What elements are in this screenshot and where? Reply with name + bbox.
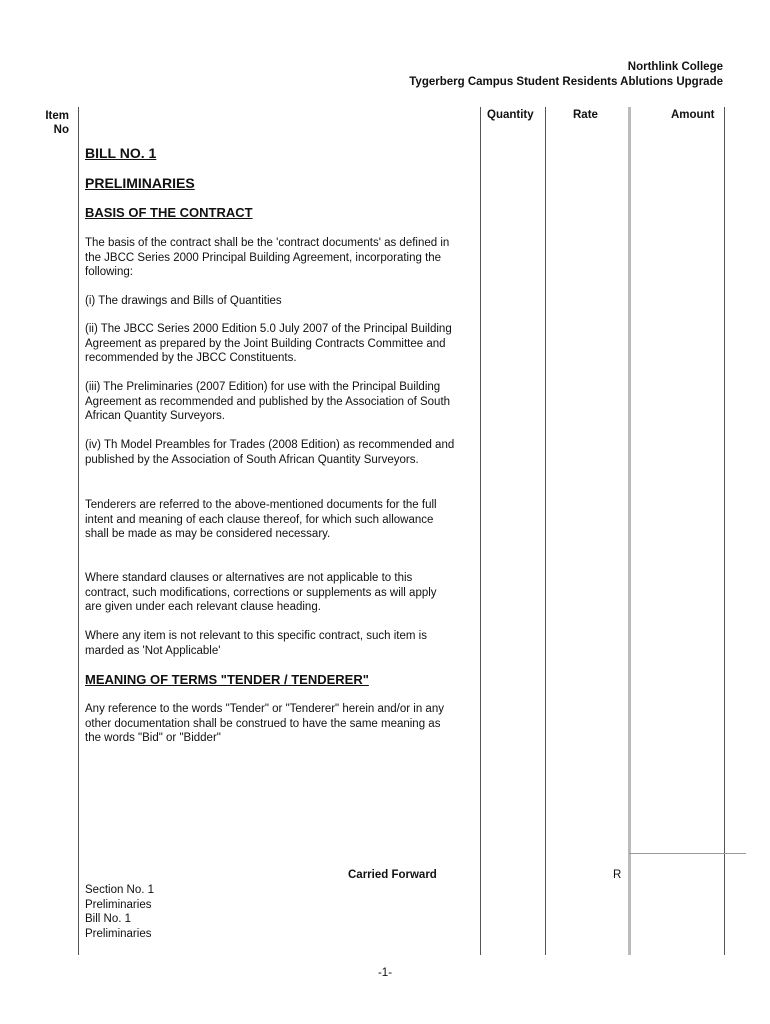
paragraph: Where any item is not relevant to this specific contract, such item is marded as 'Not Applicable' <box>85 630 427 657</box>
currency-symbol: R <box>613 869 622 881</box>
paragraph: (iv) Th Model Preambles for Trades (2008 Edition) as recommended and published by the Association of South African Quantity Surveyors. <box>85 439 455 466</box>
paragraph: (i) The drawings and Bills of Quantities <box>85 295 282 307</box>
no-heading: No <box>53 124 69 136</box>
paragraph: Where standard clauses or alternatives are not applicable to this contract, such modifications, corrections or supplements as will apply are given under each relevant clause heading. <box>85 572 437 614</box>
bill-title: BILL NO. 1 <box>85 145 157 161</box>
carried-forward-rule <box>629 853 746 854</box>
paragraph: Any reference to the words "Tender" or "Tenderer" herein and/or in any other documentation shall be construed to have the same meaning as the words "Bid" or "Bidder" <box>85 703 444 745</box>
quantity-heading: Quantity <box>487 109 534 121</box>
rate-column-divider <box>628 107 631 955</box>
meaning-heading: MEANING OF TERMS "TENDER / TENDERER" <box>85 672 369 687</box>
paragraph: Tenderers are referred to the above-mentioned documents for the full intent and meaning of each clause thereof, for which such allowance shall be made as may be considered necessary. <box>85 499 437 541</box>
quantity-column-divider-right <box>545 107 546 955</box>
project-title: Tygerberg Campus Student Residents Ablutions Upgrade <box>409 76 723 88</box>
paragraph: (iii) The Preliminaries (2007 Edition) for use with the Principal Building Agreement as recommended and published by the Association of South African Quantity Surveyors. <box>85 381 451 423</box>
basis-heading: BASIS OF THE CONTRACT <box>85 205 253 220</box>
bill-no: Bill No. 1 <box>85 913 132 926</box>
section-name: Preliminaries <box>85 898 152 911</box>
page-number: -1- <box>377 967 393 979</box>
item-no-heading <box>44 109 69 137</box>
item-column-divider <box>78 107 79 955</box>
quantity-column-divider-left <box>480 107 481 955</box>
organization-name: Northlink College <box>627 61 723 73</box>
rate-heading: Rate <box>573 109 598 121</box>
section-info <box>85 883 154 941</box>
section-no: Section No. 1 <box>85 884 155 896</box>
item-heading: Item <box>45 110 69 122</box>
carried-forward-label: Carried Forward <box>348 869 437 881</box>
bill-name: Preliminaries <box>85 927 152 940</box>
paragraph: The basis of the contract shall be the 'contract documents' as defined in the JBCC Series 2000 Principal Building Agreement, incorporating the following: <box>85 237 450 279</box>
section-title: PRELIMINARIES <box>85 175 195 191</box>
amount-column-divider <box>724 107 725 955</box>
amount-heading: Amount <box>671 109 715 121</box>
paragraph: (ii) The JBCC Series 2000 Edition 5.0 July 2007 of the Principal Building Agreement as prepared by the Joint Building Contracts Committee and recommended by the JBCC Constituents. <box>85 323 452 365</box>
